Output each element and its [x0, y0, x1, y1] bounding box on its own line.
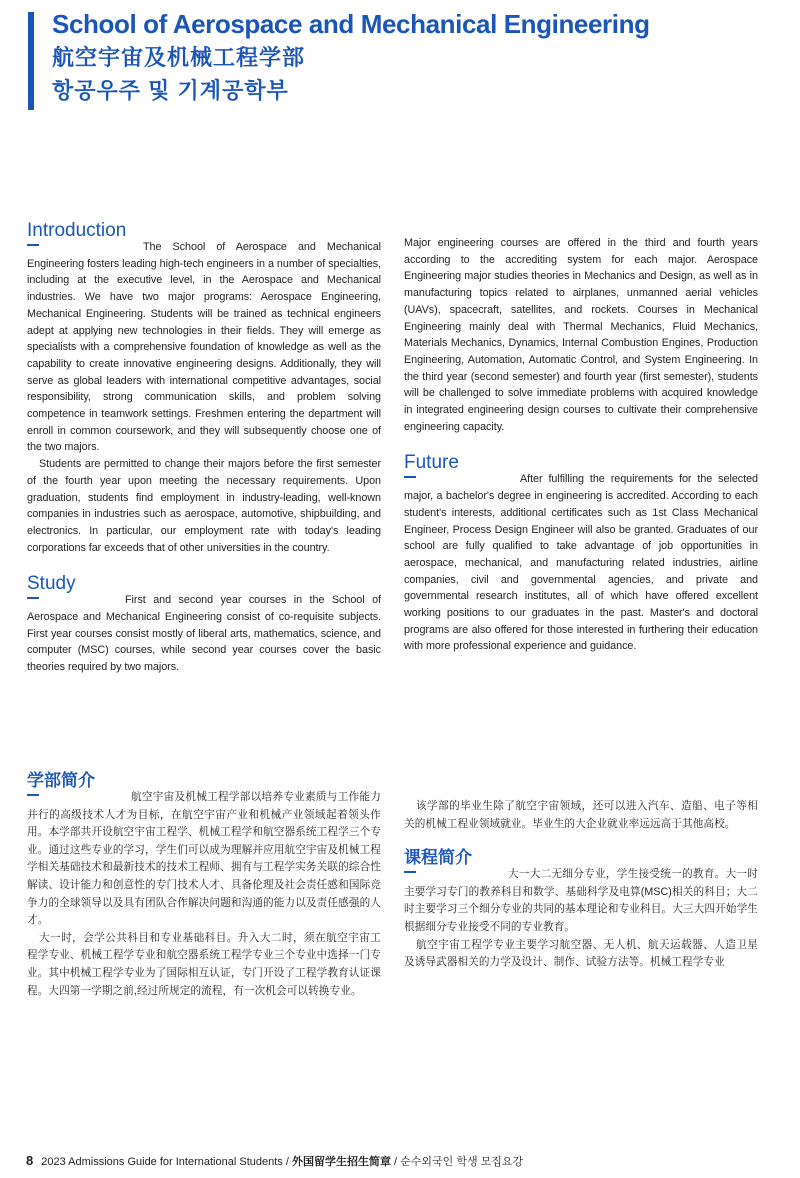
page-footer	[26, 1153, 523, 1169]
title-accent-bar	[28, 12, 34, 110]
zh-left-column	[27, 770, 381, 1000]
study-paragraph-2: Major engineering courses are offered in the third and fourth years according to the accrediting system for each major. Aerospace Engineering major studies theories in Mechanics and Design, as well as in manufacturing topics related to airplanes, unmanned aerial vehicles (UAVs), spacecraft, satellites, and rockets. Courses in Mechanical Engineering mainly deal with Thermal Mechanics, Fluid Mechanics, Materials Mechanics, Dynamics, Internal Combustion Engines, Production Engineering, Automation, Automatic Control, and System Engineering. In the third year (second semester) and fourth year (first semester), students will be challenged to solve immediate problems with acquired knowledge in integrated engineering design courses to cultivate their comprehensive engineering capacity.	[404, 237, 758, 433]
zh-courses-paragraph-2: 航空宇宙工程学专业主要学习航空器、无人机、航天运载器、人造卫星及诱导武器相关的力学及设计、制作、试验方法等。机械工程学专业	[404, 938, 758, 969]
footer-title-ko: 순수외국인 학생 모집요강	[400, 1156, 524, 1168]
section-heading-zh-courses: 课程简介	[404, 848, 472, 868]
zh-intro-paragraph-2: 大一时，会学公共科目和专业基础科目。升入大二时，须在航空宇宙工程学专业、机械工程学专业和航空器系统工程学专业三个专业中选择一门专业。其中机械工程学专业为了国际相互认证，专门开设了工程学教育认证课程。大四第一学期之前,经过所规定的流程，有一次机会可以转换专业。	[27, 931, 381, 997]
footer-separator: /	[394, 1156, 401, 1168]
en-left-column	[27, 220, 381, 676]
zh-intro-paragraph-3: 该学部的毕业生除了航空宇宙领域，还可以进入汽车、造船、电子等相关的机械工程业领域就业。毕业生的大企业就业率远远高于其他高校。	[404, 800, 758, 830]
introduction-paragraph-1: The School of Aerospace and Mechanical Engineering fosters leading high-tech engineers in a number of specialties, including at the executive level, in the Aerospace and Mechanical industries. We have two major programs: Aerospace Engineering, Mechanical Engineering. Students will be trained as technical engineers adept at applying new technologies in their fields. They will emerge as specialists with a comprehensive foundation of knowledge as well as the capability to create innovative engineering designs. Additionally, they will serve as global leaders with international competitive advantages, social responsibility, strong communication skills, and problem solving competence in teamwork settings. Freshmen entering the department will enroll in common coursework, and they will subsequently choose one of the two majors.	[27, 241, 381, 454]
section-heading-future: Future	[404, 452, 459, 474]
zh-right-column	[404, 798, 758, 1118]
section-heading-study: Study	[27, 573, 76, 595]
page-number: 8	[26, 1153, 34, 1168]
section-heading-introduction: Introduction	[27, 220, 127, 241]
study-paragraph-1: First and second year courses in the School of Aerospace and Mechanical Engineering consist of co-requisite subjects. First year courses consist mostly of liberal arts, mathematics, science, and computer (MSC) courses, while second year courses cover the basic theories required by two majors.	[27, 594, 381, 674]
section-heading-zh-intro: 学部简介	[27, 771, 95, 790]
zh-courses-paragraph-1: 大一大二无细分专业，学生接受统一的教育。大一时主要学习专门的教养科目和数学、基础科学及电算(MSC)相关的科目；大二时主要学习三个细分专业的共同的基本理论和专业科目。大三大四开始学生根据细分专业接受不同的专业教育。	[404, 868, 758, 933]
future-paragraph-1: After fulfilling the requirements for the selected major, a bachelor's degree in engineering is accredited. According to each student's interests, additional certificates such as 1st Class Mechanical Engineer, Process Design Engineer will also be granted. Graduates of our school are fully qualified to take advantage of job opportunities in aerospace, mechanical, and manufacturing related industries, airline companies, civil and governmental agencies, and private and governmental research institutes, all of which have offered excellent working positions to our graduates in the past. Master's and doctoral programs are also offered for those interested in furthering their education with more professional experience and guidance.	[404, 473, 758, 653]
footer-separator: /	[285, 1156, 292, 1168]
page-title-korean: 항공우주 및 기계공학부	[52, 78, 289, 103]
page-title-english: School of Aerospace and Mechanical Engineering	[52, 9, 650, 39]
page-title	[52, 8, 792, 107]
introduction-paragraph-2: Students are permitted to change their majors before the first semester of the fourth year upon meeting the necessary requirements. Upon graduation, students find employment in industry-leading, well-known companies in industries such as aerospace, automotive, shipbuilding, and electronics. In particular, our employment rate with today's leading corporations far exceeds that of other universities in the country.	[27, 458, 381, 554]
footer-title: 2023 Admissions Guide for International Students	[41, 1156, 283, 1168]
page-title-chinese: 航空宇宙及机械工程学部	[52, 45, 306, 70]
en-right-column	[404, 235, 758, 655]
footer-title-zh: 外国留学生招生简章	[291, 1156, 391, 1168]
zh-intro-paragraph-1: 航空宇宙及机械工程学部以培养专业素质与工作能力并行的高级技术人才为目标，在航空宇宙产业和机械产业领域起着领头作用。本学部共开设航空宇宙工程学、机械工程学和航空器系统工程学三个专业。通过这些专业的学习，学生们可以成为理解并应用航空宇宙及机械工程学相关基础技术和最新技术的技术工程师、拥有与工程学实务关联的综合性解读、设计能力和创意性的专门技术人才、具备伦理及社会责任感和国际竞争力的全球领导以及具有团队合作解决问题和沟通的能力以及责任感强的人才。	[27, 791, 381, 927]
